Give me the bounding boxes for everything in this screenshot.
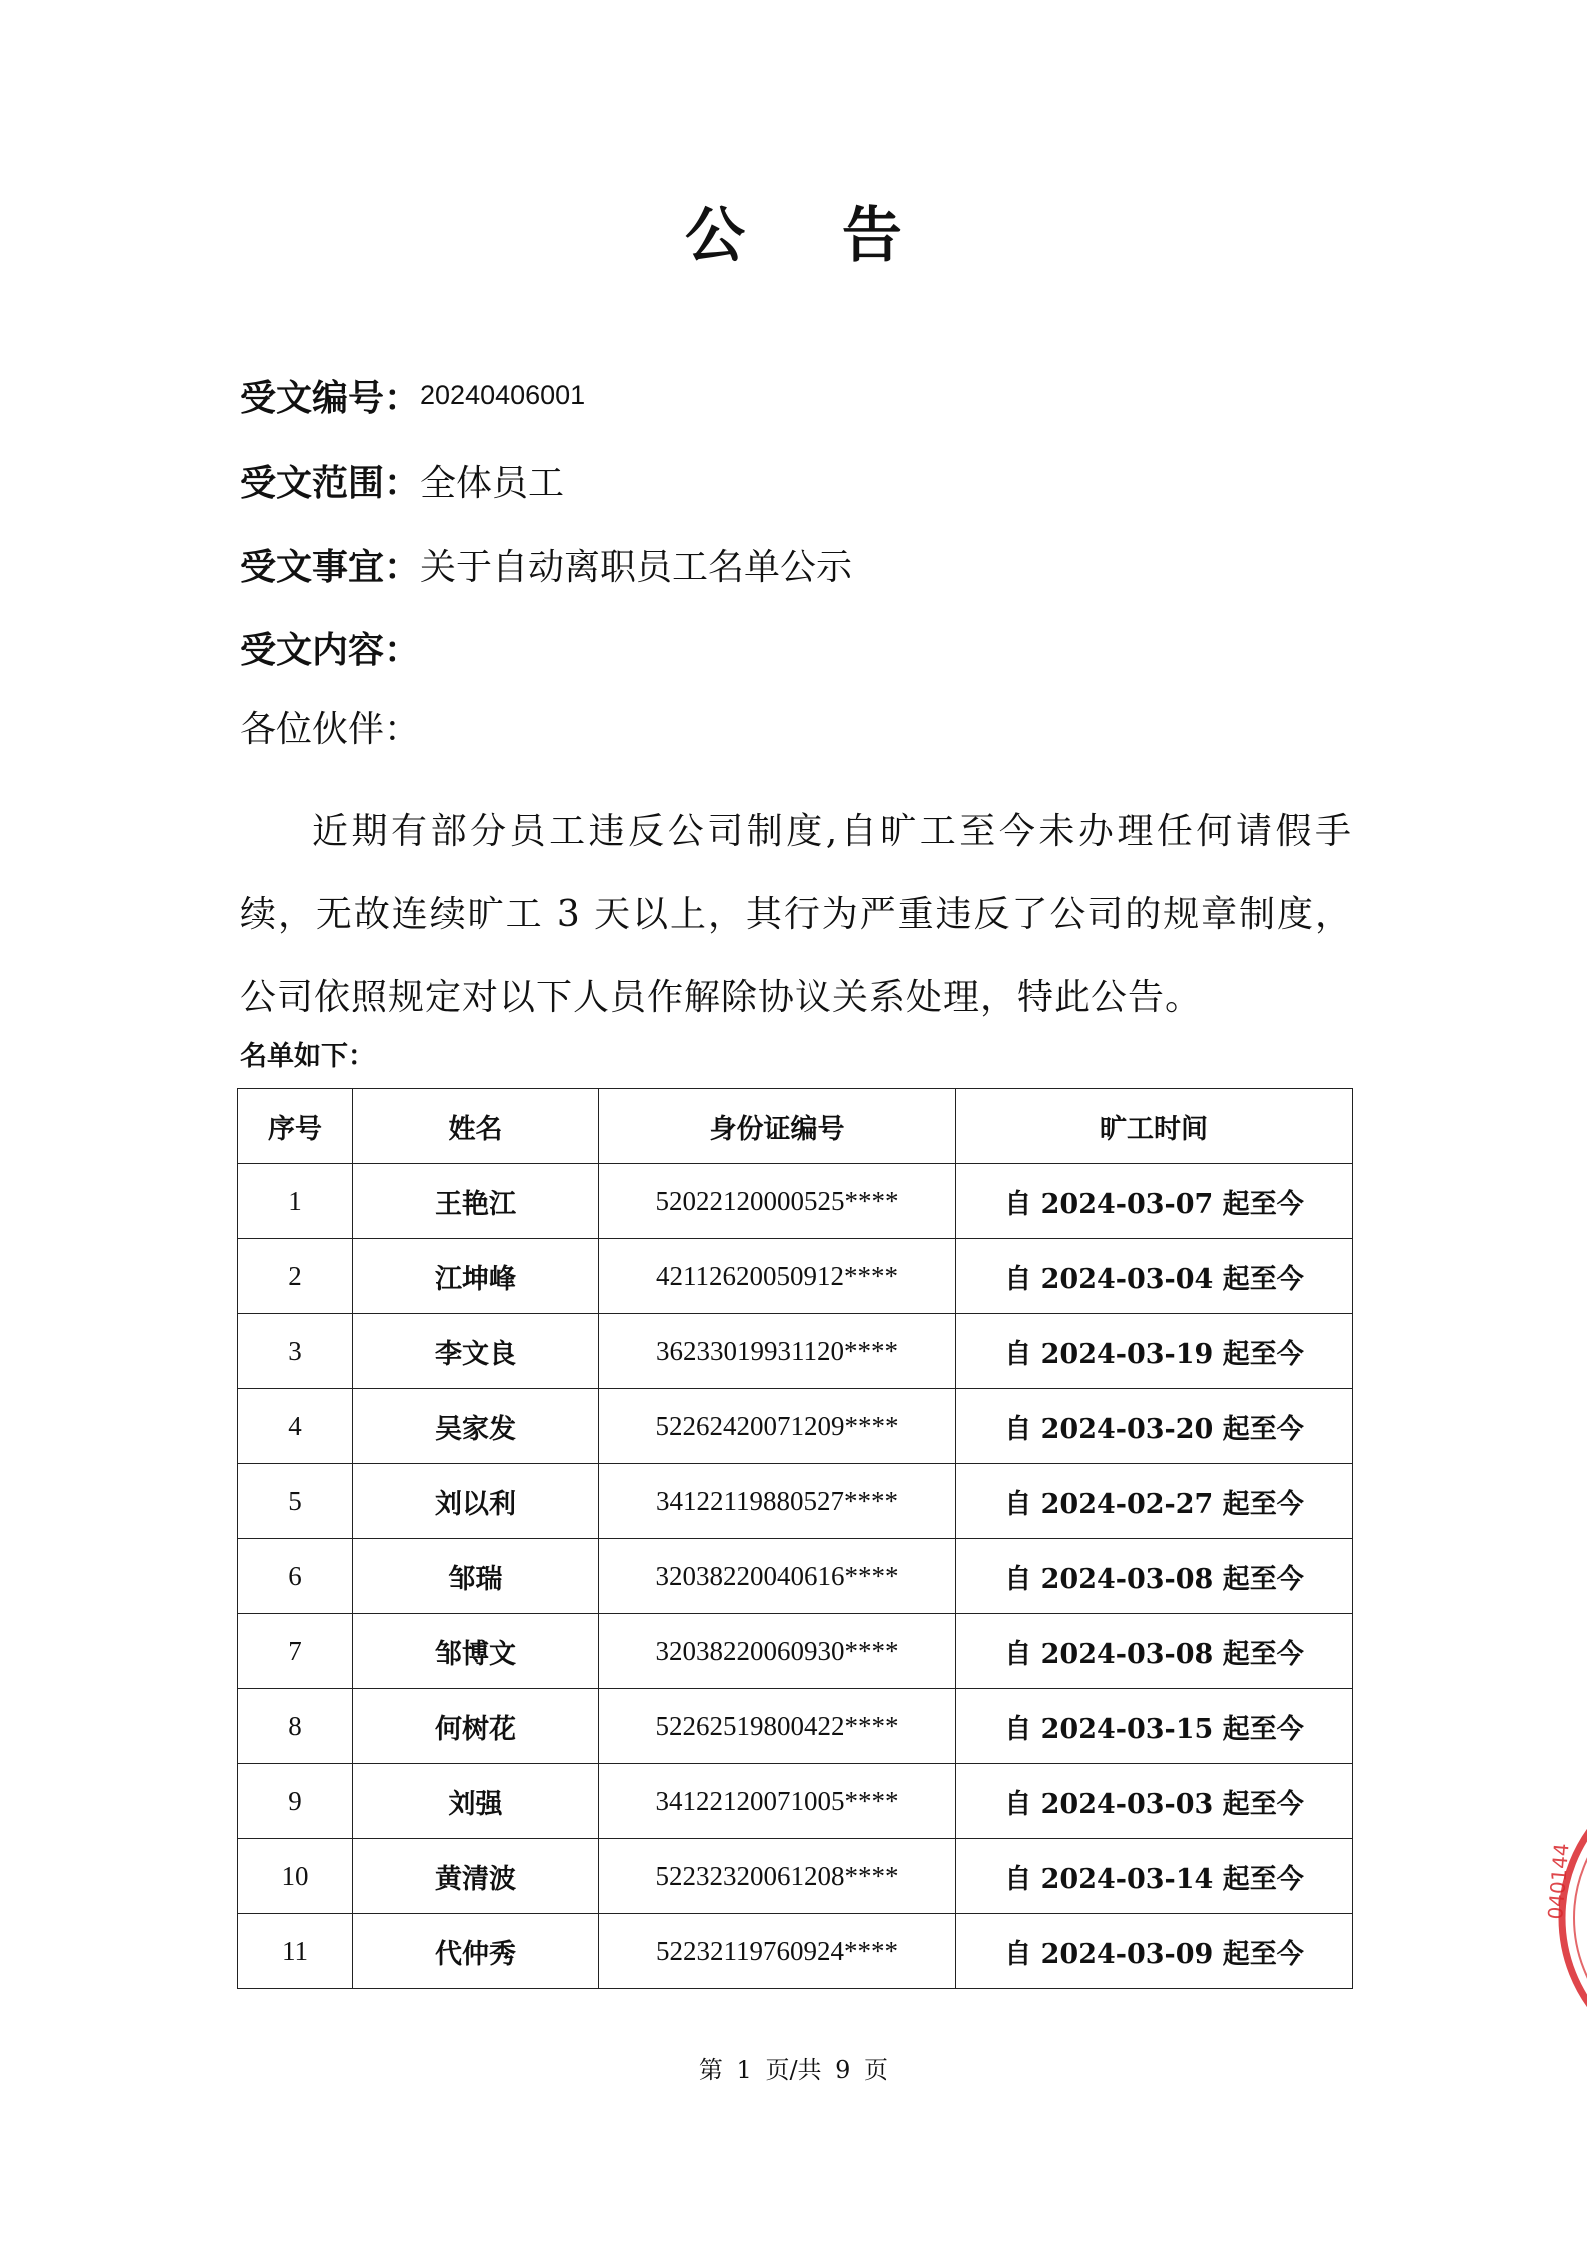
row-number: 6 [238,1539,353,1614]
doc-content-label: 受文内容： [240,629,421,671]
table-row [238,1539,1353,1614]
row-absence-period: 自 2024-02-27 起至今 [956,1464,1353,1539]
doc-number-value: 20240406001 [420,380,586,410]
row-absence-period: 自 2024-03-08 起至今 [956,1539,1353,1614]
doc-number-label: 受文编号： [240,377,421,419]
table-row [238,1914,1353,1989]
table-row [238,1464,1353,1539]
row-number: 1 [238,1164,353,1239]
list-caption: 名单如下： [240,1041,375,1072]
row-name: 代仲秀 [353,1914,599,1989]
row-absence-period: 自 2024-03-20 起至今 [956,1389,1353,1464]
table-body [238,1164,1353,1989]
row-absence-period: 自 2024-03-15 起至今 [956,1689,1353,1764]
row-id-number: 52232119760924**** [599,1914,956,1989]
notice-body: 近期有部分员工违反公司制度,自旷工至今未办理任何请假手续，无故连续旷工 3 天以上，其行为严重违反了公司的规章制度，公司依照规定对以下人员作解除协议关系处理，特此公告。 [240,811,1352,1018]
row-number: 8 [238,1689,353,1764]
row-id-number: 52262519800422**** [599,1689,956,1764]
doc-number-row [240,373,585,426]
row-absence-period: 自 2024-03-03 起至今 [956,1764,1353,1839]
row-name: 李文良 [353,1314,599,1389]
row-absence-period: 自 2024-03-08 起至今 [956,1614,1353,1689]
svg-text:040144: 040144 [1543,1842,1574,1921]
document-title: 公 告 [685,201,940,271]
row-name: 王艳江 [353,1164,599,1239]
row-id-number: 36233019931120**** [599,1314,956,1389]
row-id-number: 52022120000525**** [599,1164,956,1239]
header-period: 旷工时间 [956,1089,1353,1164]
row-id-number: 52262420071209**** [599,1389,956,1464]
row-absence-period: 自 2024-03-04 起至今 [956,1239,1353,1314]
row-name: 黄清波 [353,1839,599,1914]
row-number: 5 [238,1464,353,1539]
doc-scope-value: 全体员工 [420,463,565,504]
row-id-number: 42112620050912**** [599,1239,956,1314]
row-id-number: 34122120071005**** [599,1764,956,1839]
employee-table [237,1088,1353,1989]
table-row [238,1389,1353,1464]
row-id-number: 52232320061208**** [599,1839,956,1914]
row-number: 2 [238,1239,353,1314]
row-name: 刘以利 [353,1464,599,1539]
row-absence-period: 自 2024-03-19 起至今 [956,1314,1353,1389]
doc-subject-label: 受文事宜： [240,546,421,588]
row-id-number: 32038220040616**** [599,1539,956,1614]
seal-stamp-icon [1540,1770,1587,2070]
doc-content-row [240,625,420,676]
row-absence-period: 自 2024-03-14 起至今 [956,1839,1353,1914]
row-number: 9 [238,1764,353,1839]
row-id-number: 34122119880527**** [599,1464,956,1539]
row-number: 3 [238,1314,353,1389]
row-number: 10 [238,1839,353,1914]
row-number: 4 [238,1389,353,1464]
doc-subject-row [240,542,852,593]
table-row [238,1314,1353,1389]
row-id-number: 32038220060930**** [599,1614,956,1689]
row-name: 刘强 [353,1764,599,1839]
row-absence-period: 自 2024-03-07 起至今 [956,1164,1353,1239]
row-name: 吴家发 [353,1389,599,1464]
table-row [238,1614,1353,1689]
doc-scope-row [240,458,564,509]
page-footer: 第 1 页/共 9 页 [698,2056,889,2084]
row-name: 江坤峰 [353,1239,599,1314]
doc-subject-value: 关于自动离职员工名单公示 [420,547,853,588]
table-row [238,1239,1353,1314]
company-seal [1540,1770,1587,2070]
greeting: 各位伙伴： [240,709,421,750]
header-id: 身份证编号 [599,1089,956,1164]
row-name: 何树花 [353,1689,599,1764]
row-number: 11 [238,1914,353,1989]
table-row [238,1164,1353,1239]
table-row [238,1839,1353,1914]
table-row [238,1764,1353,1839]
row-name: 邹瑞 [353,1539,599,1614]
header-name: 姓名 [353,1089,599,1164]
table-header-row [238,1089,1353,1164]
row-number: 7 [238,1614,353,1689]
header-no: 序号 [238,1089,353,1164]
row-absence-period: 自 2024-03-09 起至今 [956,1914,1353,1989]
table-row [238,1689,1353,1764]
doc-scope-label: 受文范围： [240,462,421,504]
row-name: 邹博文 [353,1614,599,1689]
